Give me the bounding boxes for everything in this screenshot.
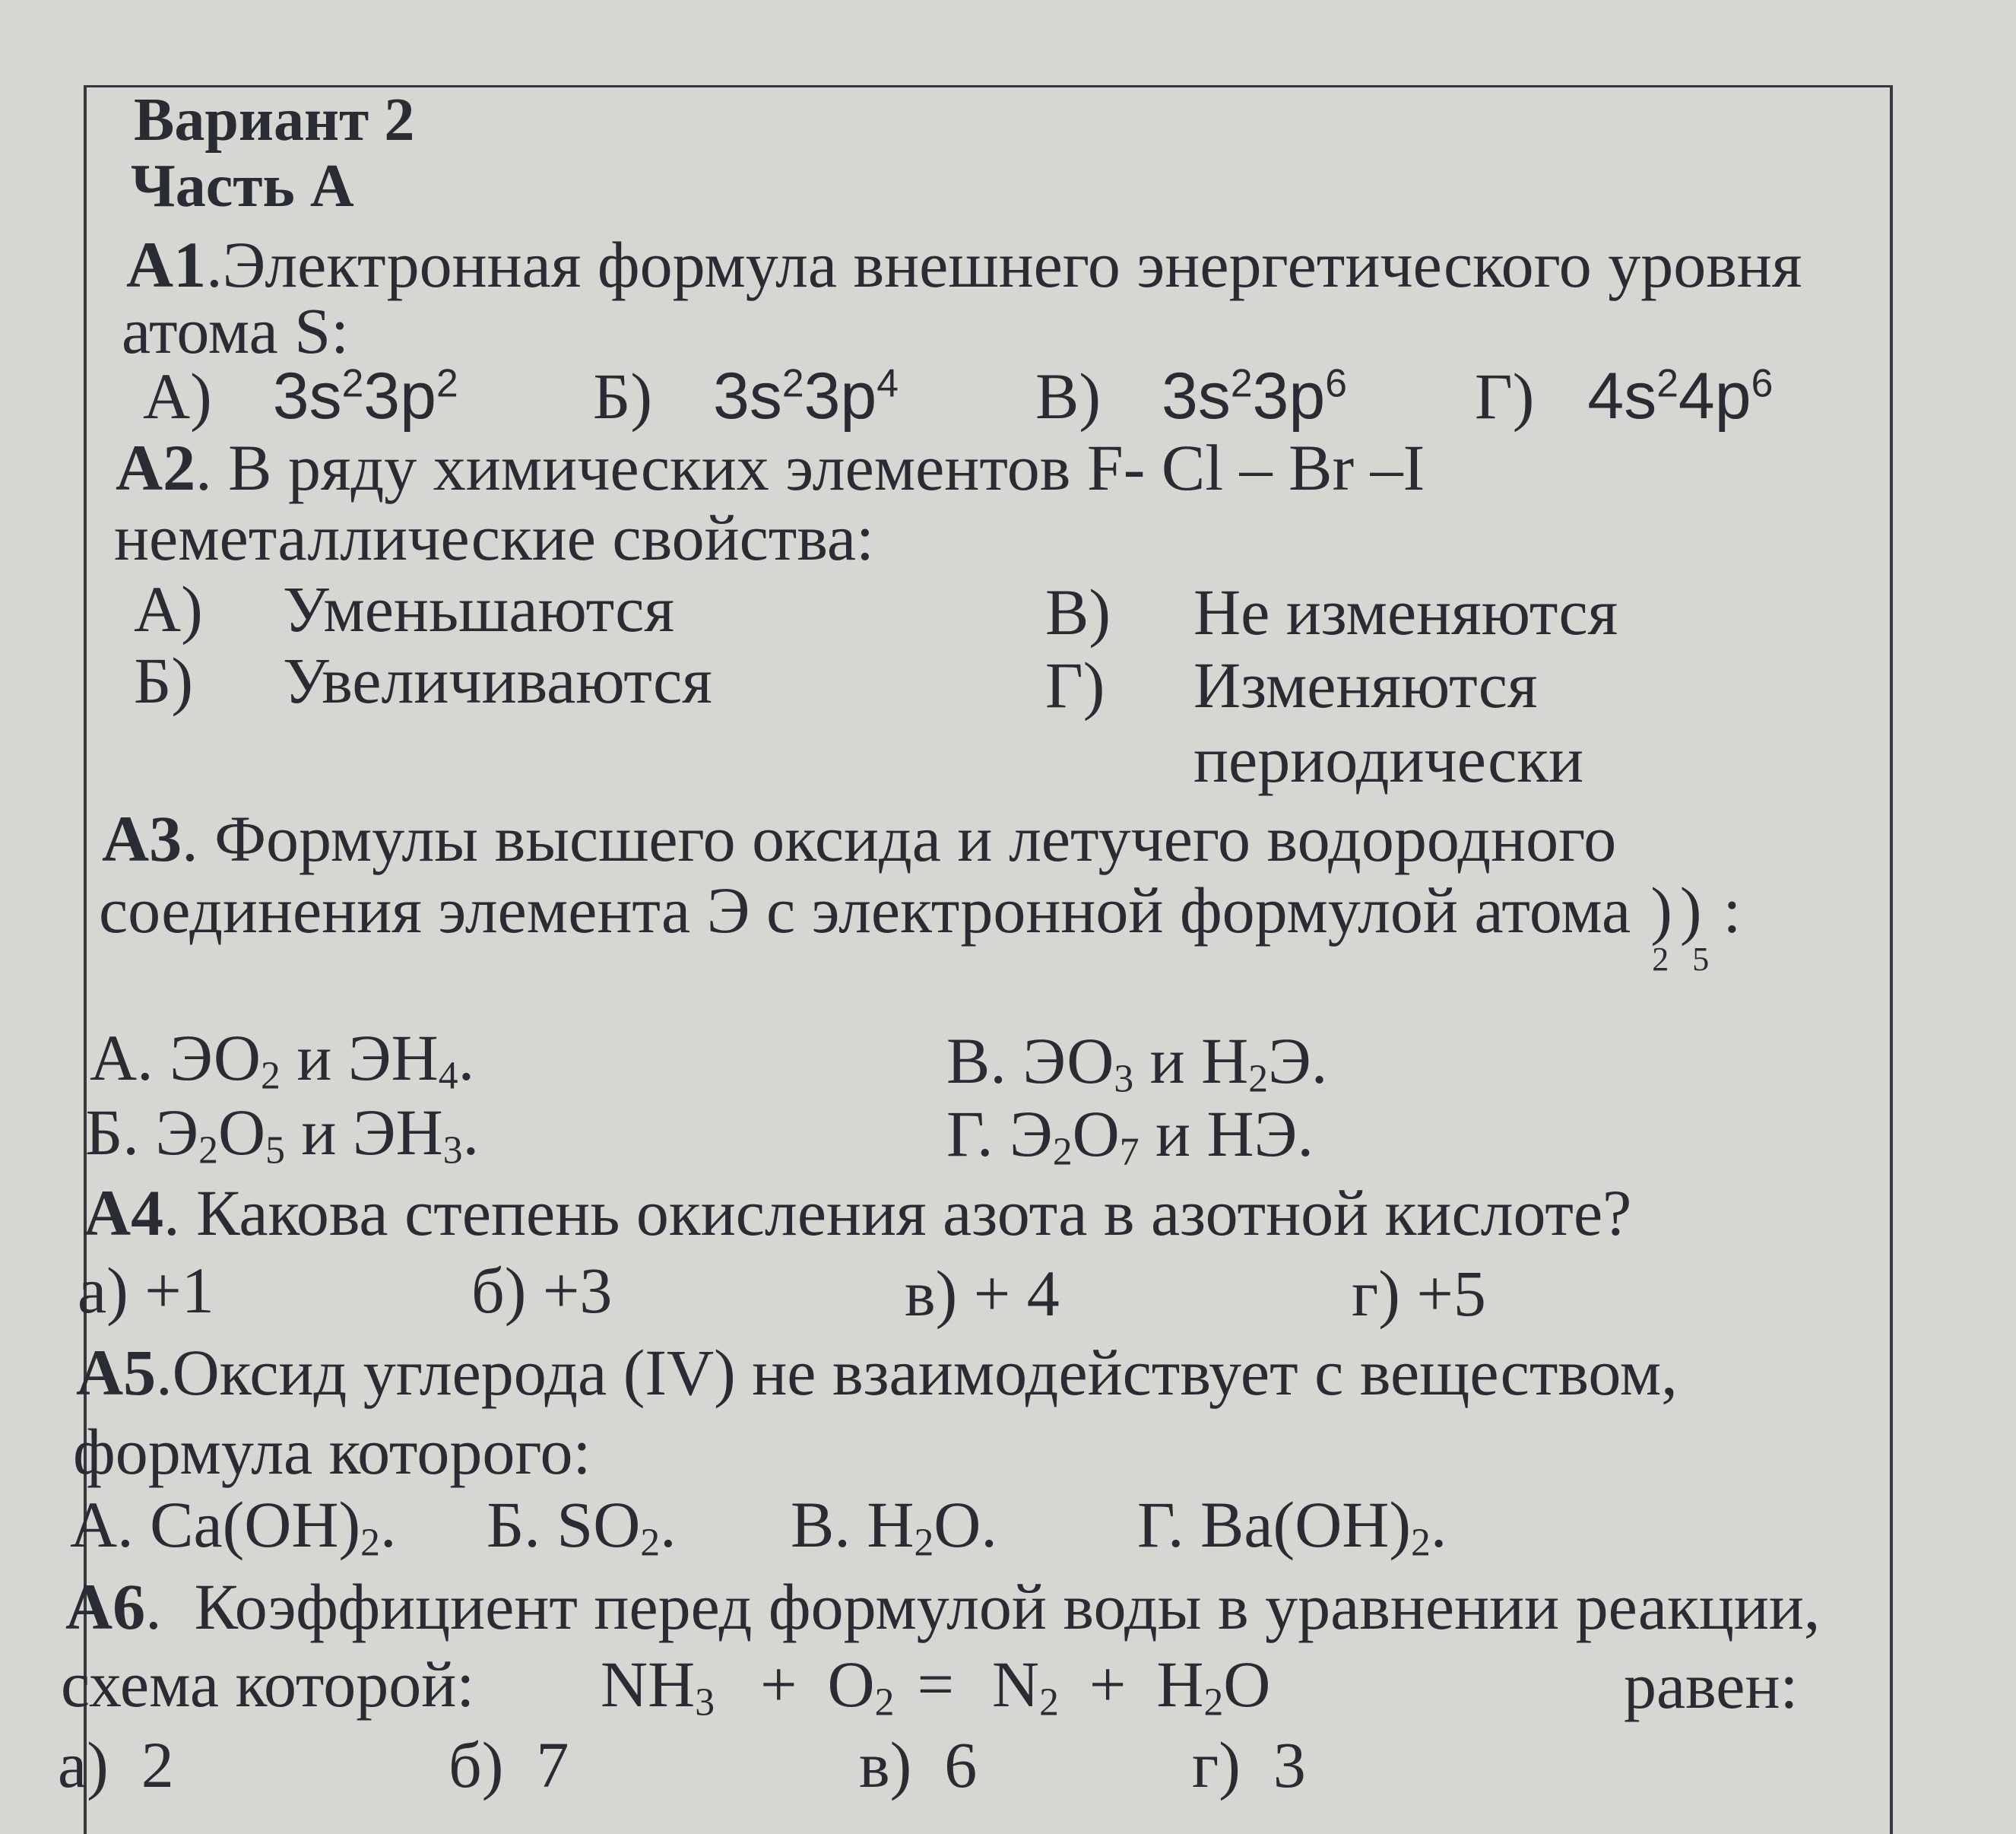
question-a3-line1: А3. Формулы высшего оксида и летучего водородного [102,802,1617,875]
a6-option-b: б) 7 [449,1728,569,1801]
a3-option-g: Г. $Э_2О_7$ и НЭ. [946,1097,1314,1174]
question-a1-number: А1 [126,228,207,301]
question-a6-line2: схема которой: [61,1648,475,1721]
a1-option-g: Г) $4s^24p^6$ [1475,360,1774,433]
question-a6-line1: А6. Коэффициент перед формулой воды в уравнении реакции, [65,1570,1821,1643]
a3-option-a: А. $ЭО_2$ и $ЭН_4$. [90,1021,475,1098]
a2-option-a: А) Уменьшаются [134,573,675,646]
a5-option-b: Б. $SO_2$. [487,1488,677,1565]
a2-option-b: Б) Увеличиваются [134,644,712,717]
a2-option-v: В) Не изменяются [1045,576,1618,649]
question-a5-line1: А5.Оксид углерода (IV) не взаимодействует с веществом, [76,1336,1678,1409]
question-a5-line2: формула которого: [73,1415,591,1488]
question-a6-tail: равен: [1624,1649,1799,1722]
question-a2-number: А2 [116,431,196,504]
question-a1-line1: А1.Электронная формула внешнего энергетического уровня [126,228,1802,301]
question-a5-number: А5 [76,1336,157,1409]
a5-option-g: Г. $Ba(OH)_2$. [1137,1488,1447,1565]
part-title: Часть А [131,153,354,220]
atom-shell-diagram: )) 2 5 [1650,874,1717,978]
question-a4-number: А4 [84,1176,164,1249]
question-a3-number: А3 [102,802,182,875]
a3-option-v: В. $ЭО_3$ и $Н_2Э$. [946,1024,1328,1101]
question-a4: А4. Какова степень окисления азота в азотной кислоте? [84,1176,1632,1249]
a2-option-g: Г) Изменяются [1045,649,1538,722]
a4-option-v: в) + 4 [905,1257,1060,1330]
reaction-equation: $NH_3 + O_2 = N_2 + H_2O$ [601,1648,1271,1725]
a6-option-v: в) 6 [859,1728,978,1801]
a4-option-b: б) +3 [471,1254,613,1327]
a1-option-v: В) $3s^23p^6$ [1035,360,1347,433]
a1-option-b: Б) $3s^23p^4$ [593,360,899,433]
a3-option-b: Б. $Э_2О_5$ и $ЭН_3$. [85,1096,480,1172]
question-a1-line2: атома S: [122,294,349,367]
question-a6-number: А6 [65,1570,146,1643]
a5-option-a: А. $Са(ОН)_2$. [70,1488,397,1565]
a4-option-g: г) +5 [1352,1257,1486,1330]
a5-option-v: В. $H_2O$. [791,1488,997,1565]
a6-option-g: г) 3 [1192,1728,1306,1801]
a2-option-g-continued: периодически [1193,723,1584,796]
question-a2-line1: А2. В ряду химических элементов F- Cl – Br –I [116,431,1425,504]
a4-option-a: а) +1 [78,1254,214,1327]
a1-option-a: А) $3s^23p^2$ [143,360,458,433]
question-a2-line2: неметаллические свойства: [114,501,874,574]
atom-shell-electrons: 2 5 [1652,941,1717,978]
question-a3-line2: соединения элемента Э с электронной формулой атома )) 2 5 : [99,874,1742,978]
a6-option-a: а) 2 [58,1728,174,1801]
variant-title: Вариант 2 [134,87,415,154]
